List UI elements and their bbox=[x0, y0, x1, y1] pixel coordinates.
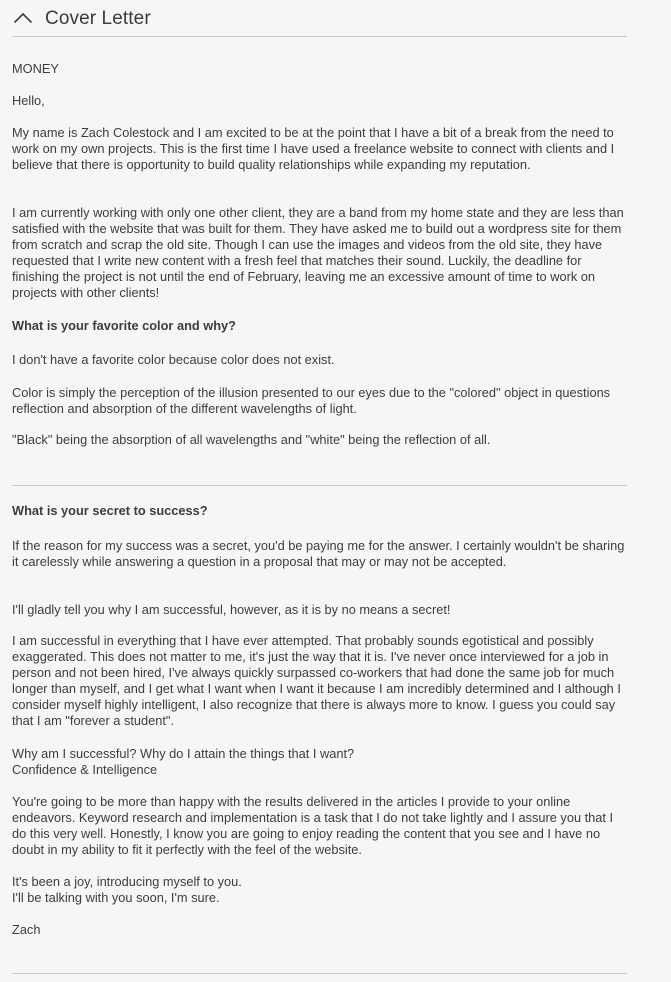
answer-paragraph: I'll gladly tell you why I am successful, however, as it is by no means a secret! bbox=[12, 602, 451, 617]
letter-signature: Zach bbox=[12, 922, 41, 937]
answer-paragraph: I don't have a favorite color because color does not exist. bbox=[12, 352, 335, 367]
answer-paragraph: "Black" being the absorption of all wavelengths and "white" being the reflection of all. bbox=[12, 432, 491, 447]
cover-letter-header[interactable] bbox=[12, 0, 627, 36]
letter-paragraph: My name is Zach Colestock and I am excited to be at the point that I have a bit of a break from the need to work on my own projects. This is the first time I have used a freelance website to connect with clients and I believe that there is opportunity to build quality relationships while expanding my reputation. bbox=[12, 125, 615, 172]
divider bbox=[12, 36, 627, 37]
answer-line: Why am I successful? Why do I attain the things that I want? bbox=[12, 746, 355, 761]
letter-paragraph: I am currently working with only one other client, they are a band from my home state and they are less than satisfied with the website that was built for them. They have asked me to build out a wordpress site for them from scratch and scrap the old site. Though I can use the images and videos from the old site, they have requested that I write new content with a fresh feel that matches their sound. Luckily, the deadline for finishing the project is not until the end of February, leaving me an excessive amount of time to work on projects with other clients! bbox=[12, 205, 624, 300]
question-heading: What is your secret to success? bbox=[12, 503, 208, 518]
answer-line: I'll be talking with you soon, I'm sure. bbox=[12, 890, 220, 905]
divider bbox=[12, 973, 627, 974]
answer-paragraph: If the reason for my success was a secret, you'd be paying me for the answer. I certainly wouldn't be sharing it carelessly while answering a question in a proposal that may or may not be accepted. bbox=[12, 538, 625, 569]
letter-subject: MONEY bbox=[12, 61, 59, 76]
answer-paragraph: Color is simply the perception of the illusion presented to our eyes due to the "colored" object in questions reflection and absorption of the different wavelengths of light. bbox=[12, 385, 611, 416]
chevron-up-icon[interactable] bbox=[12, 7, 34, 29]
answer-paragraph: You're going to be more than happy with the results delivered in the articles I provide to your online endeavors. Keyword research and implementation is a task that I do not take lightly and I assure you that I do this very well. Honestly, I know you are going to enjoy reading the content that you see and I have no doubt in my ability to fit it perfectly with the feel of the website. bbox=[12, 794, 614, 857]
answer-line: It's been a joy, introducing myself to you. bbox=[12, 874, 242, 889]
answer-line: Confidence & Intelligence bbox=[12, 762, 158, 777]
answer-paragraph: I am successful in everything that I have ever attempted. That probably sounds egotistical and possibly exaggerated. This does not matter to me, it's just the way that it is. I've never once interviewed for a job in person and not been hired, I've always quickly surpassed co-workers that had done the same job for much longer than myself, and I get what I want when I want it because I am incredibly determined and I although I consider myself highly intelligent, I also recognize that there is always more to know. I guess you could say that I am "forever a student". bbox=[12, 633, 621, 728]
divider bbox=[12, 485, 627, 486]
letter-greeting: Hello, bbox=[12, 93, 45, 108]
section-title: Cover Letter bbox=[45, 7, 151, 29]
question-heading: What is your favorite color and why? bbox=[12, 318, 236, 333]
